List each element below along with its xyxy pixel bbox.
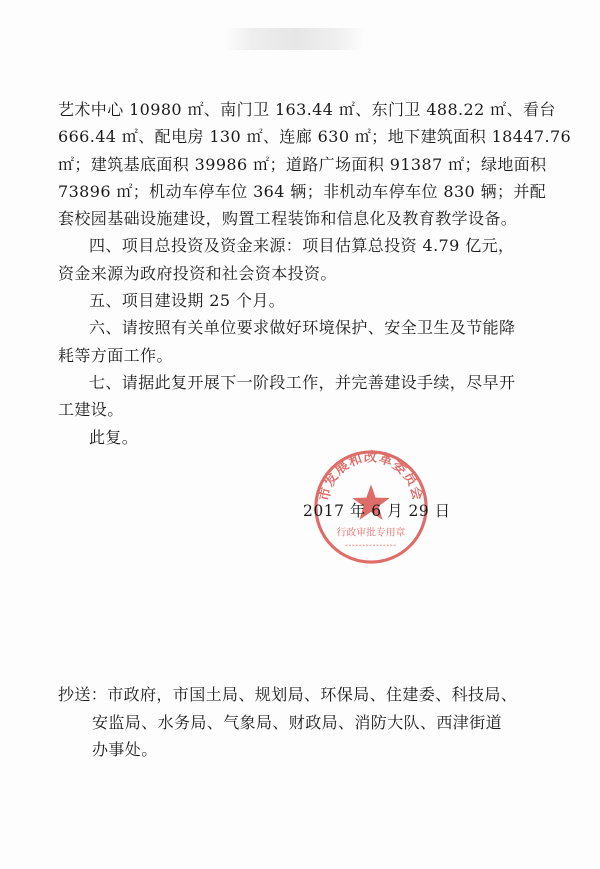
item-7-line-1: 七、请据此复开展下一阶段工作，并完善建设手续，尽早开 <box>89 372 516 392</box>
signature-date: 2017 年 6 月 29 日 <box>303 502 451 520</box>
item-5: 五、项目建设期 25 个月。 <box>89 291 286 311</box>
item-7-line-2: 工建设。 <box>58 400 124 420</box>
cc-line-3: 办事处。 <box>92 740 158 759</box>
document-body <box>58 96 572 451</box>
body-line-3: ㎡；建筑基底面积 39986 ㎡；道路广场面积 91387 ㎡；绿地面积 <box>58 154 547 174</box>
body-line-1: 艺术中心 10980 ㎡、南门卫 163.44 ㎡、东门卫 488.22 ㎡、看台 <box>58 100 556 119</box>
body-line-4: 73896 ㎡；机动车停车位 364 辆；非机动车停车位 830 辆；并配 <box>58 181 547 201</box>
item-4-line-1: 四、项目总投资及资金来源：项目估算总投资 4.79 亿元， <box>89 236 515 256</box>
seal-outer-text: 市发展和改革委员会 <box>317 450 425 503</box>
body-line-5: 套校园基础设施建设，购置工程装饰和信息化及教育教学设备。 <box>58 209 518 229</box>
body-line-2: 666.44 ㎡、配电房 130 ㎡、连廊 630 ㎡；地下建筑面积 18447.76 <box>58 127 572 147</box>
item-6-line-1: 六、请按照有关单位要求做好环境保护、安全卫生及节能降 <box>89 318 516 338</box>
cc-line-2: 安监局、水务局、气象局、财政局、消防大队、西津街道 <box>92 712 503 732</box>
item-4-line-2: 资金来源为政府投资和社会资本投资。 <box>58 263 337 283</box>
header-smudge <box>225 28 365 50</box>
seal-inner-text: 行政审批专用章 <box>336 527 406 539</box>
cc-distribution <box>58 681 563 764</box>
cc-line-1: 抄送：市政府，市国土局、规划局、环保局、住建委、科技局、 <box>58 685 518 704</box>
item-6-line-2: 耗等方面工作。 <box>58 345 173 365</box>
closing-text: 此复。 <box>89 427 139 447</box>
